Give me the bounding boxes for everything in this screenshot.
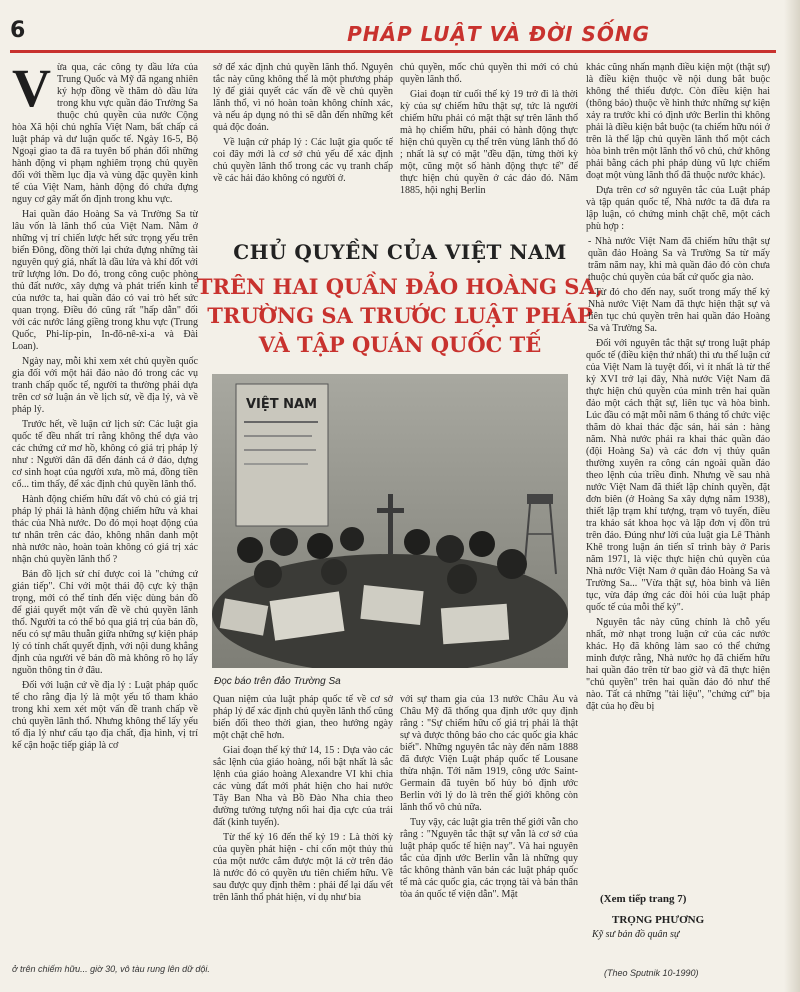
paragraph: Dựa trên cơ sở nguyên tắc của Luật pháp và tập quán quốc tế, Nhà nước ta đã đưa ra lập luận, có chứng minh chặt chẽ, một cách phù hợp :	[586, 185, 770, 232]
column-1-tail: ở trên chiếm hữu... giờ 30, vô tàu rung lên dữ dội.	[12, 964, 210, 974]
article-column-2-bottom	[213, 694, 393, 964]
sovereignty-marker	[236, 384, 328, 526]
column-1-body	[12, 62, 198, 752]
paragraph: - Từ đó cho đến nay, suốt trong mấy thế kỷ Nhà nước Việt Nam đã thực hiện thật sự và liên tục chủ quyền trên hai quần đảo Hoàng Sa và Trường Sa.	[588, 287, 770, 334]
column-4-body	[586, 62, 770, 713]
source-note: (Theo Sputnik 10-1990)	[604, 968, 699, 978]
article-column-2-top	[213, 62, 393, 234]
photo-caption: Đọc báo trên đảo Trường Sa	[214, 676, 341, 687]
headline-line-4: VÀ TẬP QUÁN QUỐC TẾ	[258, 332, 542, 357]
author-title: Kỹ sư bản đồ quân sự	[592, 929, 680, 940]
section-title: PHÁP LUẬT VÀ ĐỜI SỐNG	[347, 22, 650, 46]
paragraph: Hành động chiếm hữu đất vô chủ có giá trị pháp lý phải là hành động chiếm hữu và khai thác của Nhà nước. Do đó mọi hoạt động của tư nhân trên các đảo, không nhân danh một nhà nước nào, hoàn toàn không có giá trị xác nhận chủ quyền lãnh thổ ?	[12, 494, 198, 565]
paragraph: với sự tham gia của 13 nước Châu Âu và Châu Mỹ đã thống qua định ước quy định rằng : "Sự chiếm hữu cố giá trị phải là thật sự và được thông báo cho các quốc gia khác biết". Những nguyên tắc này đến năm 1888 đã được Viện Luật pháp quốc tế Lousane thừa nhận. Tới năm 1919, công ước Saint-Germain đã tuyên bố hủy bỏ định ước Berlin với lý do là trên thế giới không còn lãnh thổ vô chủ nữa.	[400, 694, 578, 813]
article-column-3-top	[400, 62, 578, 234]
paragraph: Trước hết, về luận cứ lịch sử: Các luật gia quốc tế đều nhất trí rằng không thể dựa vào các chứng cứ mơ hồ, không có giá trị pháp lý như : Người dân đã đến đánh cá ở đảo, dựng cơ sinh hoạt của người xưa, mồ mả, đồng tiền cổ... tìm thấy, để xác định chủ quyền lãnh thổ.	[12, 419, 198, 490]
continued-note: (Xem tiếp trang 7)	[600, 893, 687, 905]
paragraph: Ngày nay, mỗi khi xem xét chủ quyền quốc gia đối với một hải đảo nào đó trong các vụ tranh chấp quốc tế, người ta thường phải dựa trên cơ sở luận án về lịch sử, về địa lý, và về pháp lý.	[12, 356, 198, 415]
paragraph: Đối với nguyên tắc thật sự trong luật pháp quốc tế (điều kiện thứ nhất) thì ưu thế luận cứ của Việt Nam là tuyệt đối, vì ít nhất là từ thế kỷ XVI trở lại đây, Nhà nước Việt Nam đã thực hiện chủ quyền của mình trên hai quần đảo một cách thật sự, liên tục và hòa bình. Lúc đầu có mặt mỗi năm 6 tháng tổ chức việc thăm dò khai thác đặc sản, hải sản : hàng năm. Nhà nước phải ra khai thác quần đảo (đội Hoàng Sa) và các đơn vị thủy quân thường xuyên ra công cán ngoài quần đảo theo lệnh của triều đình. Nhưng về sau nhà nước Việt Nam đã thiết lập chính quyền, đặt đơn biên (ở Hoàng Sa xây dựng năm 1938), thiết lập trạm khí tượng, trạm vô tuyến, điều tra khảo sát khoa học và lập đơn vị đồn trú trên đảo. Đúng như lời của luật gia Lê Thành Khê trong luận án tiến sĩ trình bày ở Paris năm 1971, là việc thực hiện chủ quyền của Nhà nước Việt Nam ở quần đảo Hoàng Sa và Trường Sa... "Vừa thật sự, hòa bình và liên tục, vừa đáp ứng các đòi hỏi của luật pháp quốc tế của mỗi thế kỷ".	[586, 338, 770, 613]
headline-line-2: TRÊN HAI QUẦN ĐẢO HOÀNG SA,	[196, 274, 604, 299]
paragraph: sở để xác định chủ quyền lãnh thổ. Nguyên tắc này cũng không thể là một phương pháp lý để giải quyết các vấn đề về chủ quyền lãnh thổ, vì nó hoàn toàn không chính xác, và nếu áp dụng nó thì sẽ dẫn đến những kết quả độc đoán.	[213, 62, 393, 133]
paragraph: khác cũng nhấn mạnh điều kiện một (thật sự) là điều kiện thuộc về nội dung bắt buộc không thể thiếu được. Còn điều kiện hai (thông báo) thuộc về hình thức những sự kiện xảy ra trước khi có định ước Berlin thì không phải là điều kiện bắt buộc (ta chiếm hữu nói ở trên là thể lập chủ quyền lãnh thổ một cách hòa bình trên một lãnh thổ vô chủ, chứ không phải bằng cách phi pháp dùng vũ lực chiếm đoạt một vùng lãnh thổ đã thuộc nước khác).	[586, 62, 770, 181]
author-name: TRỌNG PHƯƠNG	[612, 914, 705, 926]
paragraph: Đối với luận cứ về địa lý : Luật pháp quốc tế cho rằng địa lý là một yếu tố tham khảo trong khi xem xét một vấn đề tranh chấp về chủ quyền lãnh thổ. Nhưng không thể lấy yếu tố địa lý như cấu tạo địa chất, địa hình, vị trí kế cận hoặc tiếp giáp là cơ	[12, 680, 198, 751]
drop-cap: V	[12, 62, 51, 118]
headline-red	[190, 272, 610, 359]
article-column-3-bottom	[400, 694, 578, 964]
page-edge-shadow	[784, 0, 800, 992]
photo-soldiers-reading	[212, 374, 568, 668]
paragraph: Tuy vậy, các luật gia trên thế giới vẫn cho rằng : "Nguyên tắc thật sự vẫn là cơ sở của luật pháp quốc tế hiện nay". Và hai nguyên tắc của định ước Berlin vẫn là những quy tắc không thành văn bản các luật pháp quốc tế mà các quốc gia, các trọng tài và bản thân tòa án quốc tế viện dẫn". Mặt	[400, 817, 578, 900]
paragraph: Giai đoạn thế kỷ thứ 14, 15 : Dựa vào các sắc lệnh của giáo hoàng, nổi bật nhất là sắc lệnh của giáo hoàng Alexandre VI khi chia các vùng đất mới phát hiện cho hai nước Tây Ban Nha và Bồ Đào Nha chia theo đường tưởng tượng nối hai địa cực của trái đất (kinh tuyến).	[213, 745, 393, 828]
paragraph: - Nhà nước Việt Nam đã chiếm hữu thật sự quần đảo Hoàng Sa và Trường Sa từ mấy trăm năm nay, khi mà quần đảo đó còn chưa thuộc chủ quyền của bất cứ quốc gia nào.	[588, 236, 770, 283]
article-column-1	[12, 62, 198, 962]
news-photo	[212, 374, 568, 668]
paragraph: Giai đoạn từ cuối thế kỷ 19 trở đi là thời kỳ của sự chiếm hữu thật sự, tức là người chiếm hữu phải có mặt thật sự trên lãnh thổ mà họ chiếm hữu, phải có hành động thực hiện chủ quyền cụ thể trên vùng lãnh thổ đó ; nhất là sự có mặt "đều đặn, từng thời kỳ một, cũng một số hành động thực tế" để thực hiện chủ quyền ở các đảo đó. Năm 1885, hội nghị Berlin	[400, 89, 578, 196]
paragraph: Nguyên tắc này cũng chính là chỗ yếu nhất, mờ nhạt trong luận cứ của các nước khác. Họ đã không làm sao có thể chứng minh được rằng, Nhà nước họ đã chiếm hữu hai quần đảo trên từ bao giờ và đã thực hiện "chủ quyền" trên hai quần đảo đó như thế nào. Tất cả những "tài liệu", "chứng cứ" bịa đặt của họ đều bị	[586, 617, 770, 712]
paragraph: Hai quần đảo Hoàng Sa và Trường Sa từ lâu vốn là lãnh thổ của Việt Nam. Nằm ở những vị trí chiến lược hết sức trọng yếu trên biển Đông, đồng thời lại chứa đựng những tài nguyên quý giá, nhất là dầu lửa và khí đốt với trữ lượng lớn. Do đó, trong công cuộc phòng thủ đất nước, xây dựng và phát triển kinh tế của nước ta, hai quần đảo có vai trò hết sức quan trọng. Điều đó cũng rất "hấp dẫn" đối với các nước láng giềng trong khu vực (Trung Quốc, Phi-líp-pin, In-đô-nê-xi-a và Đài Loan).	[12, 209, 198, 352]
headline-line-1: CHỦ QUYỀN CỦA VIỆT NAM	[233, 240, 567, 264]
paragraph: ừa qua, các công ty dầu lửa của Trung Quốc và Mỹ đã ngang nhiên ký hợp đồng về thăm dò dầu lửa trong khu vực quần đảo Trường Sa thuộc chủ quyền của nước Cộng hòa Xã hội chủ nghĩa Việt Nam, bất chấp cả luật pháp và dư luận quốc tế. Ngày 16-5, Bộ Ngoại giao ta đã ra tuyên bố phản đối những hành động vi phạm nghiêm trọng chủ quyền đối với thềm lục địa và vùng đặc quyền kinh tế của Việt Nam, hành động đó chứa đựng nguy cơ gây mất ổn định trong khu vực.	[12, 62, 198, 205]
page-number: 6	[10, 18, 26, 43]
header-rule	[10, 50, 776, 53]
marker-sign-text: VIỆT NAM	[246, 397, 318, 412]
headline-line-3: TRƯỜNG SA TRƯỚC LUẬT PHÁP	[207, 303, 593, 328]
column-3-top-body	[400, 62, 578, 197]
column-2-top-body	[213, 62, 393, 185]
column-3-bottom-body	[400, 694, 578, 901]
paragraph: Về luận cứ pháp lý : Các luật gia quốc tế coi đây mới là cơ sở chủ yếu để xác định chủ quyền lãnh thổ trong các vụ tranh chấp về các hải đảo không có người ở.	[213, 137, 393, 184]
paragraph: Từ thế kỷ 16 đến thế kỷ 19 : Là thời kỳ của quyền phát hiện - chỉ cốn một thủy thủ của một nước cắm được một lá cờ trên đảo là nước đó có quyền ưu tiên chiếm hữu. Về sau được quy định thêm : phải để lại dấu vết trên lãnh thổ phát hiện, ví dụ như bia	[213, 832, 393, 903]
paragraph: Bản đồ lịch sử chỉ được coi là "chứng cứ gián tiếp". Chỉ với một thái độ cực kỳ thận trọng, mới có thể tính đến việc dùng bản đồ để giải quyết một vấn đề về chủ quyền lãnh thổ. Người ta có thể bỏ qua giá trị của bản đồ, nếu có sự mâu thuẫn giữa những sự kiện pháp lý có tính chất quyết định, với nội dung khẳng định của người vẽ bản đồ mà không rõ họ lấy nguồn thông tin ở đâu.	[12, 569, 198, 676]
paragraph: chủ quyền, mốc chủ quyền thì mới có chủ quyền lãnh thổ.	[400, 62, 578, 85]
column-2-bottom-body	[213, 694, 393, 904]
paragraph: Quan niệm của luật pháp quốc tế về cơ sở pháp lý để xác định chủ quyền lãnh thổ cũng biến đổi theo thời gian, theo hướng ngày một chặt chẽ hơn.	[213, 694, 393, 741]
article-column-4	[586, 62, 770, 888]
